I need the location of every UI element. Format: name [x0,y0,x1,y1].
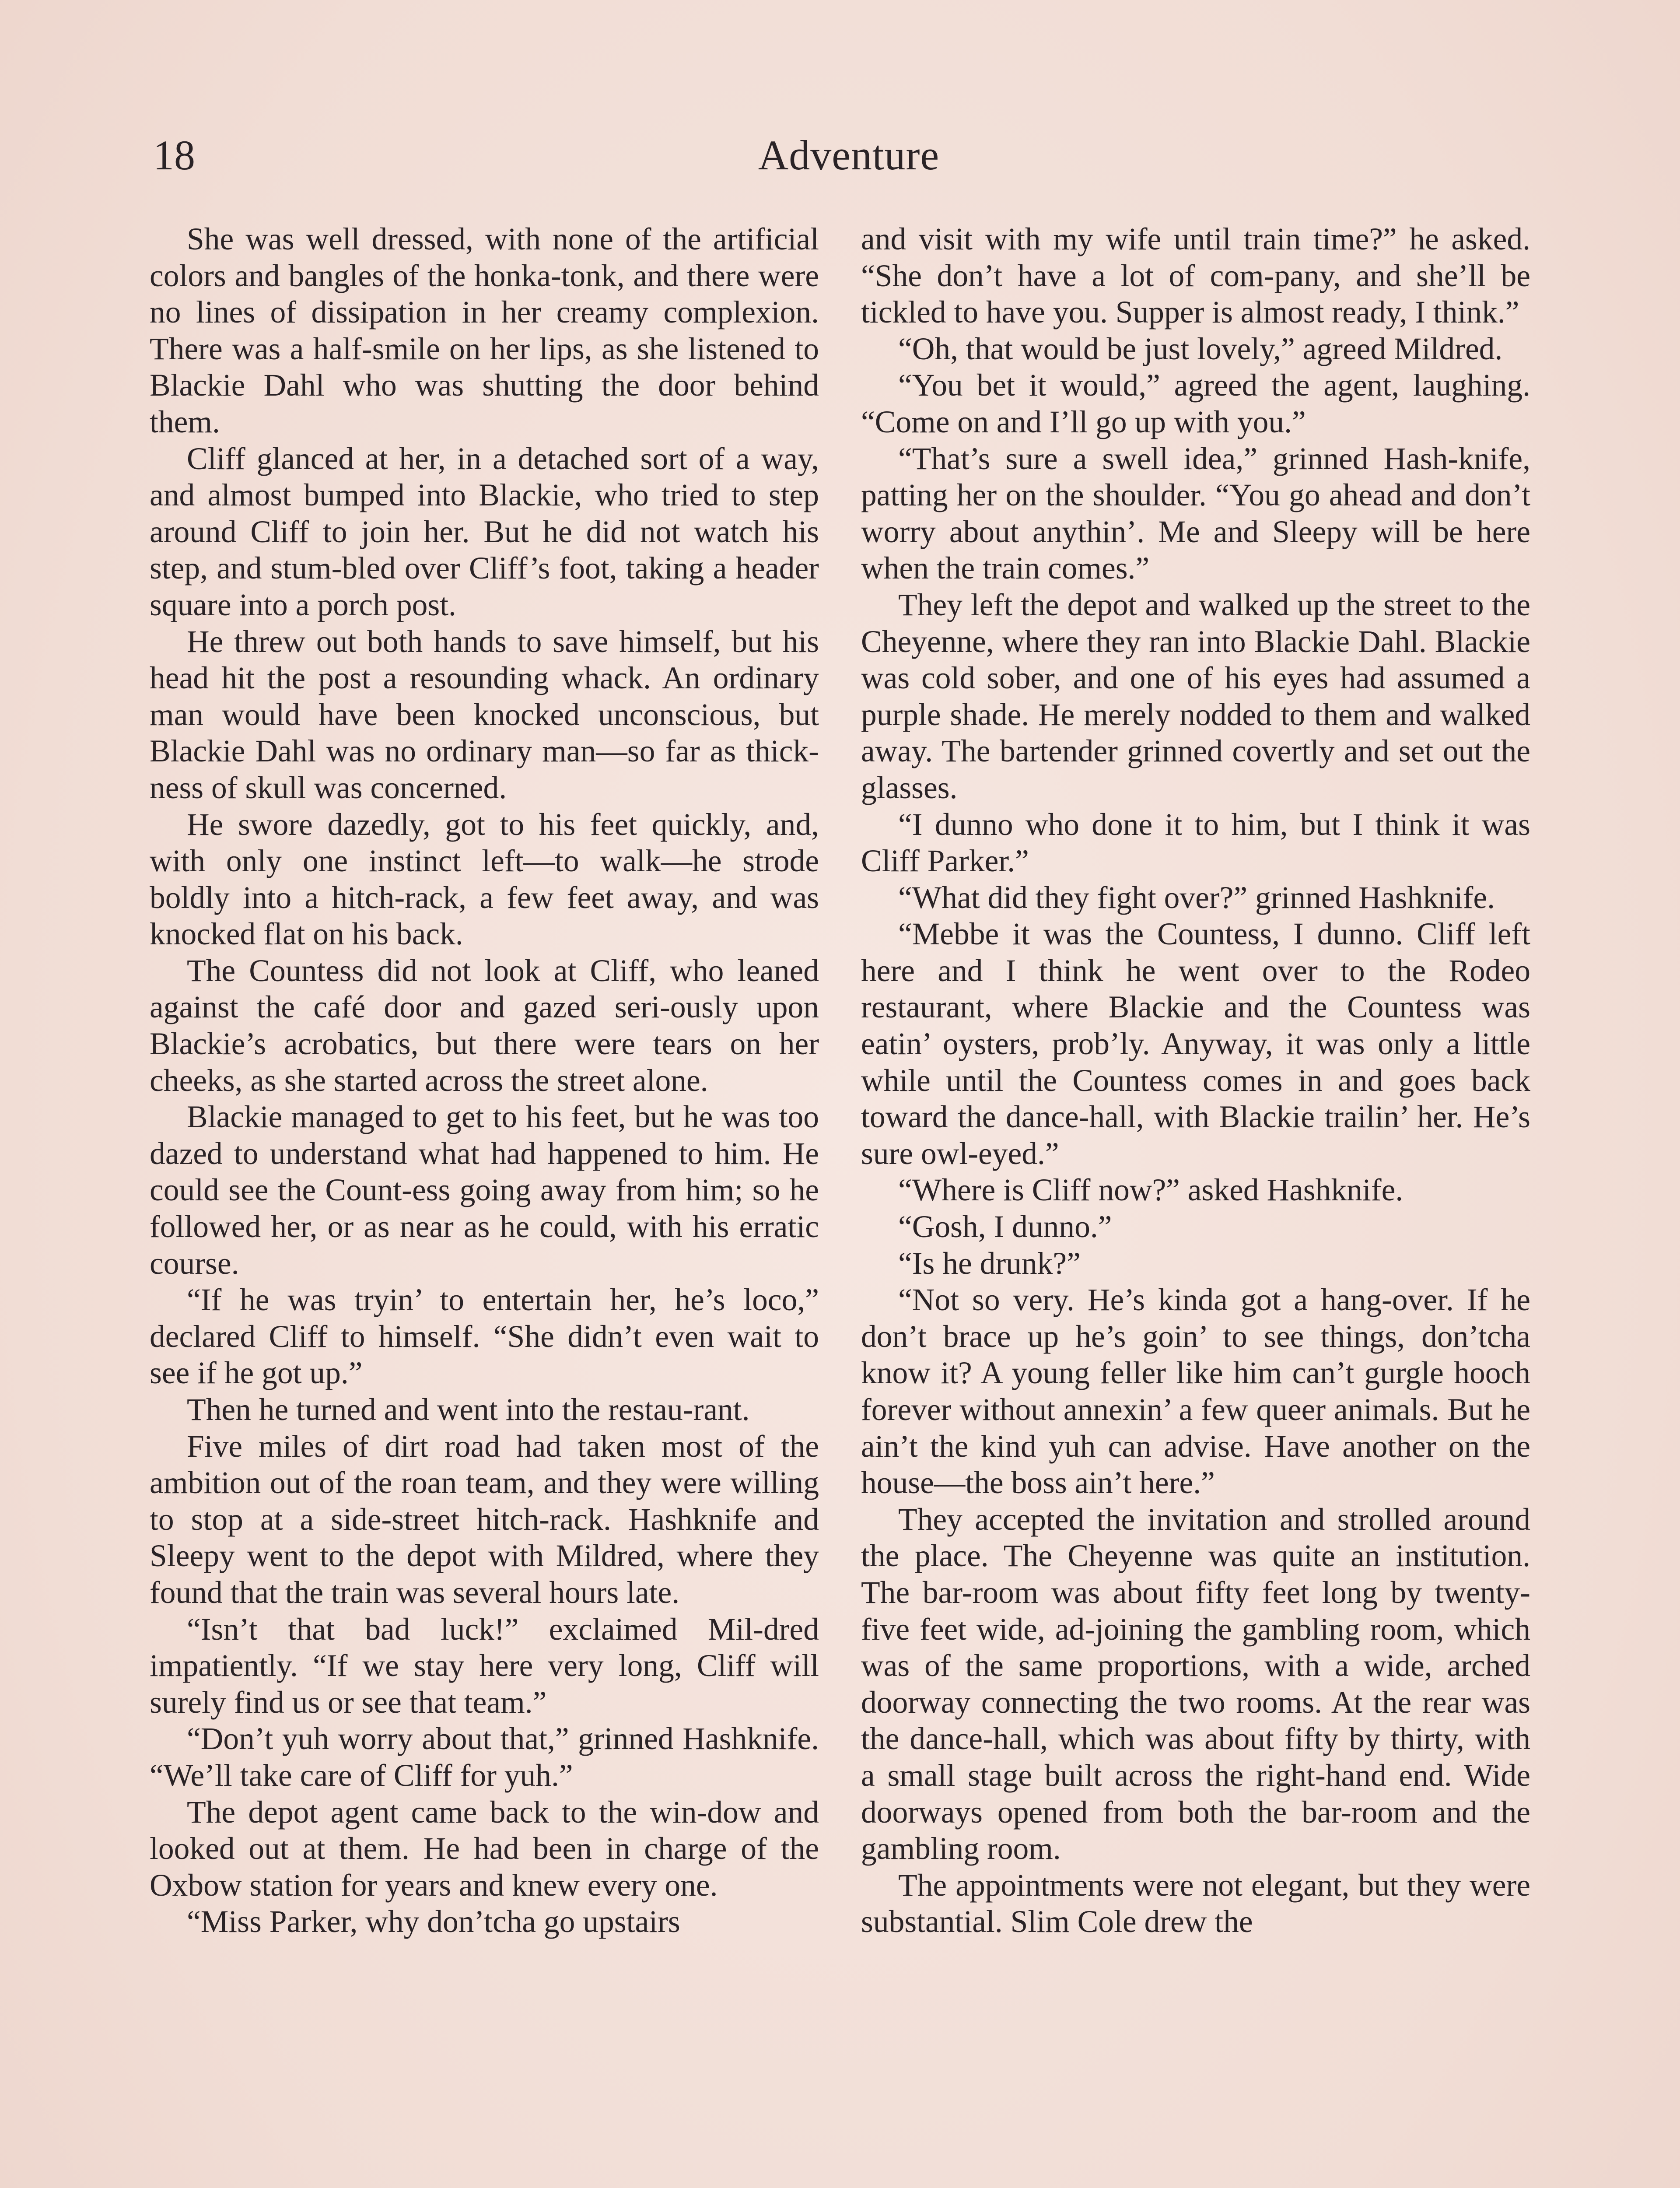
right-column [861,221,1530,1940]
paragraph: Cliff glanced at her, in a detached sort of a way, and almost bumped into Blackie, who tried to step around Cliff to join her. But he did not watch his step, and stum-bled over Cliff’s foot, taking a header square into a porch post. [150,441,819,622]
paragraph: “Gosh, I dunno.” [898,1210,1112,1245]
paragraph: “Is he drunk?” [898,1246,1081,1281]
paragraph: They accepted the invitation and strolled around the place. The Cheyenne was quite an institution. The bar-room was about fifty feet long by twenty-five feet wide, ad-joining the gambling room, which was of the same proportions, with a wide, arched doorway connecting the two rooms. At the rear was the dance-hall, which was about fifty by thirty, with a small stage built across the right-hand end. Wide doorways opened from both the bar-room and the gambling room. [861,1502,1530,1866]
paragraph: “You bet it would,” agreed the agent, laughing. “Come on and I’ll go up with you.” [861,368,1530,439]
page-header [153,127,1544,193]
paragraph: “Oh, that would be just lovely,” agreed Mildred. [898,331,1503,366]
paragraph: She was well dressed, with none of the artificial colors and bangles of the honka-tonk, and there were no lines of dissipation in her creamy complexion. There was a half-smile on her lips, as she listened to Blackie Dahl who was shutting the door behind them. [150,222,819,439]
paragraph: “Miss Parker, why don’tcha go upstairs [187,1904,680,1939]
paragraph-continued: and visit with my wife until train time?” he asked. “She don’t have a lot of com-pany, and she’ll be tickled to have you. Supper is almost ready, I think.” [861,222,1530,330]
paragraph: They left the depot and walked up the street to the Cheyenne, where they ran into Blackie Dahl. Blackie was cold sober, and one of his eyes had assumed a purple shade. He merely nodded to them and walked away. The bartender grinned covertly and set out the glasses. [861,587,1530,805]
paragraph: The appointments were not elegant, but they were substantial. Slim Cole drew the [861,1868,1530,1939]
left-column [150,221,819,1940]
paragraph: Five miles of dirt road had taken most of the ambition out of the roan team, and they were willing to stop at a side-street hitch-rack. Hashknife and Sleepy went to the depot with Mildred, where they found that the train was several hours late. [150,1429,819,1610]
paragraph: The Countess did not look at Cliff, who leaned against the café door and gazed seri-ously upon Blackie’s acrobatics, but there were tears on her cheeks, as she started across the street alone. [150,953,819,1098]
paragraph: Blackie managed to get to his feet, but he was too dazed to understand what had happened to him. He could see the Count-ess going away from him; so he followed her, or as near as he could, with his erratic course. [150,1100,819,1281]
paragraph: “Mebbe it was the Countess, I dunno. Cliff left here and I think he went over to the Rodeo restaurant, where Blackie and the Countess was eatin’ oysters, prob’ly. Anyway, it was only a little while until the Countess comes in and goes back toward the dance-hall, with Blackie trailin’ her. He’s sure owl-eyed.” [861,917,1530,1171]
paragraph: “I dunno who done it to him, but I think it was Cliff Parker.” [861,807,1530,879]
paragraph: The depot agent came back to the win-dow and looked out at them. He had been in charge of the Oxbow station for years and knew every one. [150,1795,819,1903]
paragraph: He threw out both hands to save himself, but his head hit the post a resounding whack. An ordinary man would have been knocked unconscious, but Blackie Dahl was no ordinary man—so far as thick-ness of skull was concerned. [150,624,819,805]
paragraph: “What did they fight over?” grinned Hashknife. [898,880,1495,915]
paragraph: He swore dazedly, got to his feet quickly, and, with only one instinct left—to walk—he strode boldly into a hitch-rack, a few feet away, and was knocked flat on his back. [150,807,819,952]
paragraph: “If he was tryin’ to entertain her, he’s loco,” declared Cliff to himself. “She didn’t even wait to see if he got up.” [150,1283,819,1391]
page-number: 18 [153,132,195,179]
running-title: Adventure [758,132,940,179]
paragraph: “Don’t yuh worry about that,” grinned Hashknife. “We’ll take care of Cliff for yuh.” [150,1722,819,1793]
paragraph: “Isn’t that bad luck!” exclaimed Mil-dred impatiently. “If we stay here very long, Cliff will surely find us or see that team.” [150,1612,819,1720]
paragraph: “Not so very. He’s kinda got a hang-over. If he don’t brace up he’s goin’ to see things, don’tcha know it? A young feller like him can’t gurgle hooch forever without annexin’ a few queer animals. But he ain’t the kind yuh can advise. Have another on the house—the boss ain’t here.” [861,1283,1530,1501]
paragraph: Then he turned and went into the restau-rant. [187,1392,750,1427]
paragraph: “That’s sure a swell idea,” grinned Hash-knife, patting her on the shoulder. “You go ahead and don’t worry about anythin’. Me and Sleepy will be here when the train comes.” [861,441,1530,586]
paragraph: “Where is Cliff now?” asked Hashknife. [898,1173,1404,1208]
